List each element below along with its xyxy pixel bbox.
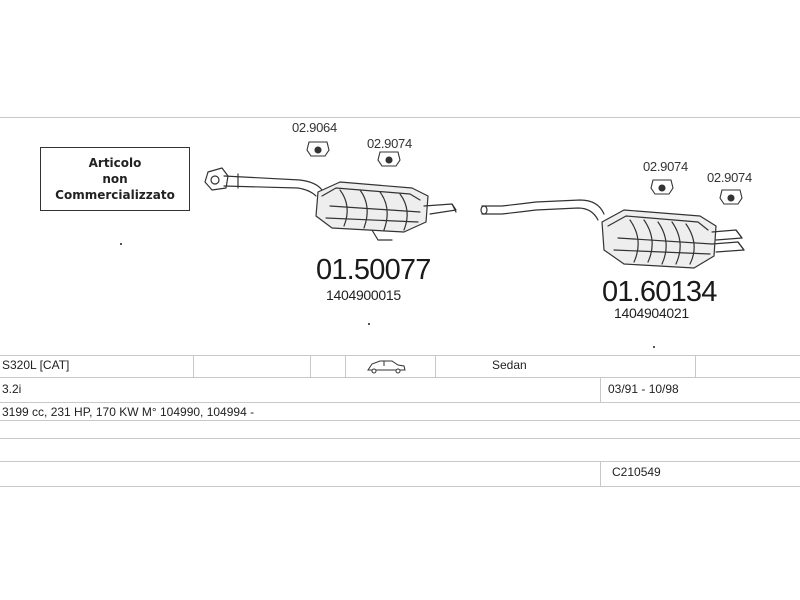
- front-flange-icon: [205, 168, 228, 190]
- note-line-2: non: [102, 172, 128, 186]
- clamp-c-icon: [651, 180, 673, 194]
- not-commercialized-note: [40, 147, 190, 211]
- rear-pipe: [482, 200, 604, 214]
- vehicle-years: 03/91 - 10/98: [608, 382, 679, 396]
- clamp-a-code[interactable]: 02.9064: [292, 120, 337, 135]
- front-muffler-code[interactable]: 01.50077: [316, 254, 431, 286]
- vehicle-specs: 3199 cc, 231 HP, 170 KW M° 104990, 104994 -: [2, 405, 255, 419]
- marker-dot: [653, 346, 655, 348]
- rear-muffler-icon: [602, 210, 744, 268]
- clamp-d-code[interactable]: 02.9074: [707, 170, 752, 185]
- clamp-c-code[interactable]: 02.9074: [643, 159, 688, 174]
- vehicle-engine: 3.2i: [2, 382, 22, 396]
- front-muffler-oem: 1404900015: [326, 287, 401, 303]
- clamp-b-code[interactable]: 02.9074: [367, 136, 412, 151]
- front-muffler-icon: [316, 182, 456, 240]
- note-line-3: Commercializzato: [55, 188, 175, 202]
- rear-muffler-code[interactable]: 01.60134: [602, 276, 717, 308]
- rear-muffler-oem: 1404904021: [614, 305, 689, 321]
- marker-dot: [120, 243, 122, 245]
- car-icon: [368, 361, 405, 373]
- clamp-b-icon: [378, 152, 400, 166]
- clamp-d-icon: [720, 190, 742, 204]
- note-line-1: Articolo: [88, 156, 142, 170]
- clamp-a-icon: [307, 142, 329, 156]
- vehicle-model: S320L [CAT]: [2, 358, 70, 372]
- vehicle-body: Sedan: [492, 358, 527, 372]
- catalog-code: C210549: [612, 465, 661, 479]
- marker-dot: [368, 323, 370, 325]
